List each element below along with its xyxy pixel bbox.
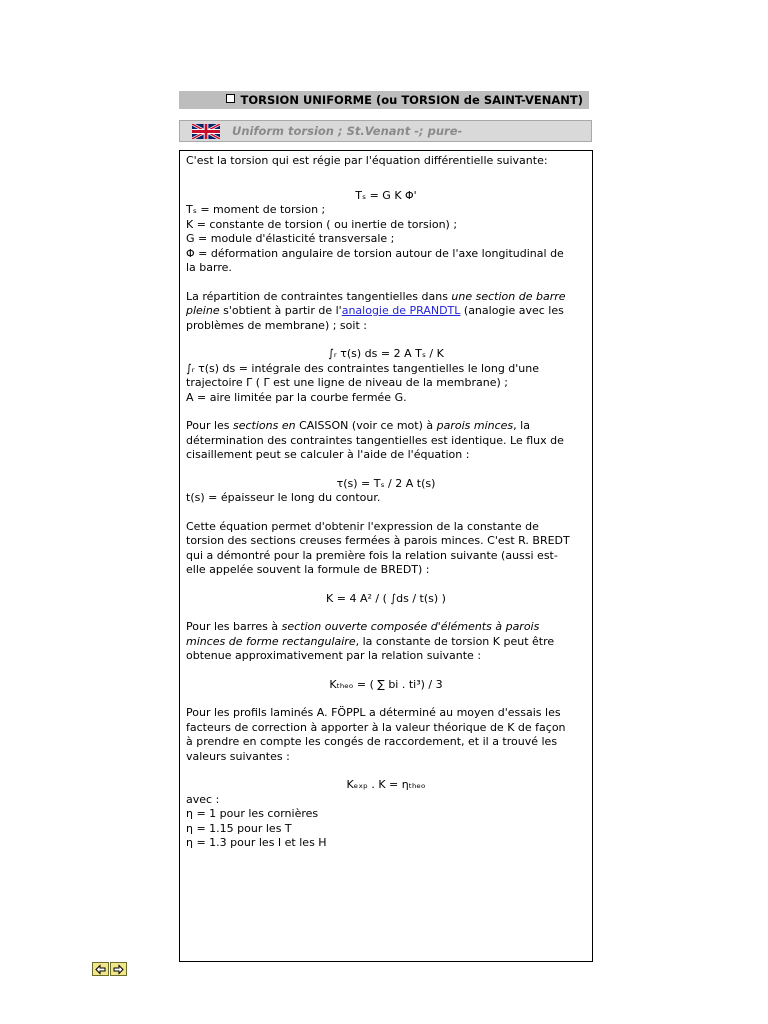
eta-i-h: η = 1.3 pour les I et les H bbox=[186, 836, 327, 849]
equation-integral: ∫ᵣ τ(s) ds = 2 A Tₛ / K bbox=[328, 347, 444, 360]
uk-flag-icon bbox=[192, 124, 220, 139]
paragraph-bredt: Cette équation permet d'obtenir l'expression de la constante de torsion des sections creuses fermées à parois minces. C'est R. BREDT qui a démontré pour la première fois la relation suivante (aussi est- elle appelée souvent la formule de BREDT) : bbox=[186, 519, 570, 576]
prandtl-link[interactable]: analogie de PRANDTL bbox=[341, 304, 461, 317]
forward-button[interactable] bbox=[110, 962, 127, 976]
intro-text: C'est la torsion qui est régie par l'équation différentielle suivante: bbox=[186, 154, 548, 167]
forward-arrow-icon bbox=[112, 964, 125, 975]
equation-k-exp: Kₑₓₚ . K = ηₜₕₑₒ bbox=[346, 778, 426, 791]
english-translation-bar bbox=[179, 120, 592, 142]
paragraph-foppl: Pour les profils laminés A. FÖPPL a déterminé au moyen d'essais les facteurs de correction à apporter à la valeur théorique de K de façon à prendre en compte les congés de raccordement, et il a trouvé les valeurs suivantes : bbox=[186, 706, 566, 763]
paragraph-caisson: Pour les sections en CAISSON (voir ce mot) à parois minces, la détermination des contraintes tangentielles est identique. Le flux de cisaillement peut se calculer à l'aide de l'équation : bbox=[186, 419, 564, 461]
section-title: TORSION UNIFORME (ou TORSION de SAINT-VENANT) bbox=[240, 93, 583, 107]
equation-bredt: K = 4 A² / ( ∫ds / t(s) ) bbox=[326, 591, 446, 605]
equation-ts: Tₛ = G K Φ' bbox=[355, 188, 417, 202]
def-ts: Tₛ = moment de torsion ; bbox=[186, 203, 326, 216]
back-button[interactable] bbox=[92, 962, 109, 976]
paragraph-open-section: Pour les barres à section ouverte composée d'éléments à parois minces de forme rectangulaire, la constante de torsion K peut être obtenue approximativement par la relation suivante : bbox=[186, 620, 555, 662]
eta-angles: η = 1 pour les cornières bbox=[186, 807, 319, 820]
def-area: A = aire limitée par la courbe fermée G. bbox=[186, 390, 407, 404]
def-trajectory: trajectoire Γ ( Γ est une ligne de niveau de la membrane) ; bbox=[186, 376, 508, 389]
back-arrow-icon bbox=[94, 964, 107, 975]
def-thickness: t(s) = épaisseur le long du contour. bbox=[186, 491, 381, 504]
def-phi: Φ = déformation angulaire de torsion autour de l'axe longitudinal de la barre. bbox=[186, 246, 564, 274]
label-avec: avec : bbox=[186, 792, 220, 806]
section-header bbox=[179, 91, 589, 109]
def-g: G = module d'élasticité transversale ; bbox=[186, 232, 395, 245]
equation-k-theo: Kₜₕₑₒ = ( ∑ bi . ti³) / 3 bbox=[329, 677, 443, 691]
definition-box bbox=[179, 150, 593, 962]
equation-shear-flow: τ(s) = Tₛ / 2 A t(s) bbox=[336, 476, 436, 490]
eta-t: η = 1.15 pour les T bbox=[186, 821, 292, 835]
def-k: K = constante de torsion ( ou inertie de torsion) ; bbox=[186, 217, 458, 231]
english-translation-text: Uniform torsion ; St.Venant -; pure- bbox=[232, 124, 463, 138]
paragraph-prandtl: La répartition de contraintes tangentielles dans une section de barre pleine s'obtient à partir de l'analogie de PRANDTL (analogie avec les problèmes de membrane) ; soit : bbox=[186, 289, 566, 332]
navigation-buttons bbox=[92, 962, 130, 977]
checkbox-icon bbox=[226, 94, 235, 103]
def-integral: ∫ᵣ τ(s) ds = intégrale des contraintes tangentielles le long d'une bbox=[186, 361, 540, 375]
